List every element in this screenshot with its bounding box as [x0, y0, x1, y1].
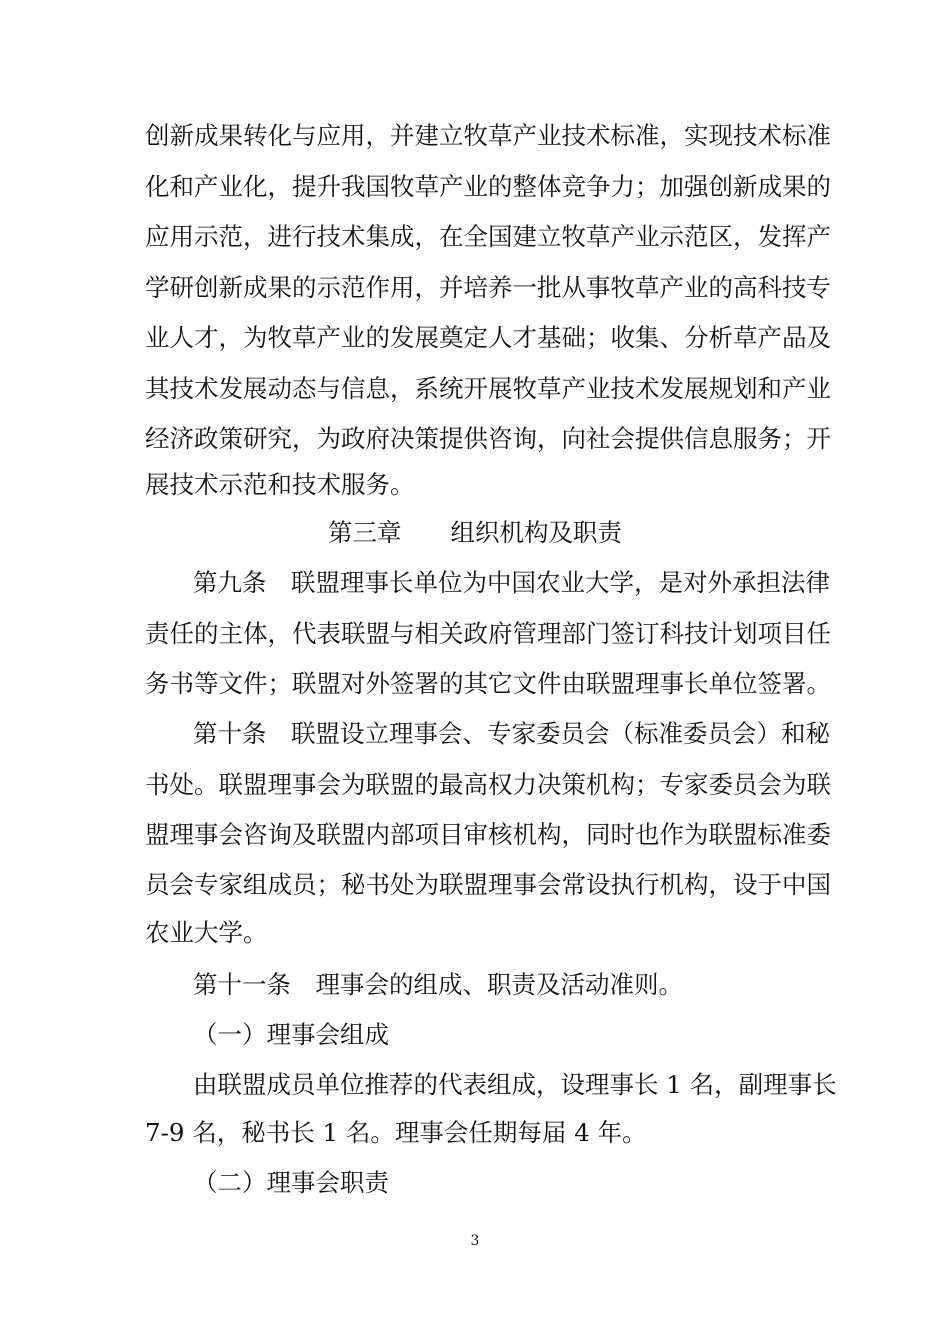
body-text-line: 学研创新成果的示范作用，并培养一批从事牧草产业的高科技专 [145, 273, 831, 302]
body-text-line: 员会专家组成员；秘书处为联盟理事会常设执行机构，设于中国 [145, 870, 831, 899]
body-text-line: 盟理事会咨询及联盟内部项目审核机构，同时也作为联盟标准委 [145, 820, 831, 849]
body-text-line: 展技术示范和技术服务。 [145, 470, 415, 499]
article-10-first-line: 第十条 联盟设立理事会、专家委员会（标准委员会）和秘 [193, 719, 830, 748]
body-text-line: 应用示范，进行技术集成，在全国建立牧草产业示范区，发挥产 [145, 222, 831, 251]
chapter-heading: 第三章 组织机构及职责 [328, 518, 622, 547]
body-text-line: 经济政策研究，为政府决策提供咨询，向社会提供信息服务；开 [145, 424, 831, 453]
body-text-line: 农业大学。 [145, 918, 268, 947]
body-text-line: 创新成果转化与应用，并建立牧草产业技术标准，实现技术标准 [145, 121, 831, 150]
body-text-line: 其技术发展动态与信息，系统开展牧草产业技术发展规划和产业 [145, 374, 831, 403]
section-heading: （二）理事会职责 [193, 1168, 389, 1197]
article-9-first-line: 第九条 联盟理事长单位为中国农业大学，是对外承担法律 [193, 568, 830, 597]
body-text-line: 书处。联盟理事会为联盟的最高权力决策机构；专家委员会为联 [145, 770, 831, 799]
body-text-line: 务书等文件；联盟对外签署的其它文件由联盟理事长单位签署。 [145, 669, 831, 698]
body-text-line: 业人才，为牧草产业的发展奠定人才基础；收集、分析草产品及 [145, 323, 831, 352]
body-text-line: 7-9 名，秘书长 1 名。理事会任期每届 4 年。 [145, 1118, 647, 1147]
body-text-line: 由联盟成员单位推荐的代表组成，设理事长 1 名，副理事长 [193, 1070, 837, 1099]
body-text-line: 责任的主体，代表联盟与相关政府管理部门签订科技计划项目任 [145, 619, 831, 648]
article-11-heading: 第十一条 理事会的组成、职责及活动准则。 [193, 970, 683, 999]
page-number: 3 [470, 1233, 480, 1249]
body-text-line: 化和产业化，提升我国牧草产业的整体竞争力；加强创新成果的 [145, 172, 831, 201]
section-heading: （一）理事会组成 [193, 1020, 389, 1049]
